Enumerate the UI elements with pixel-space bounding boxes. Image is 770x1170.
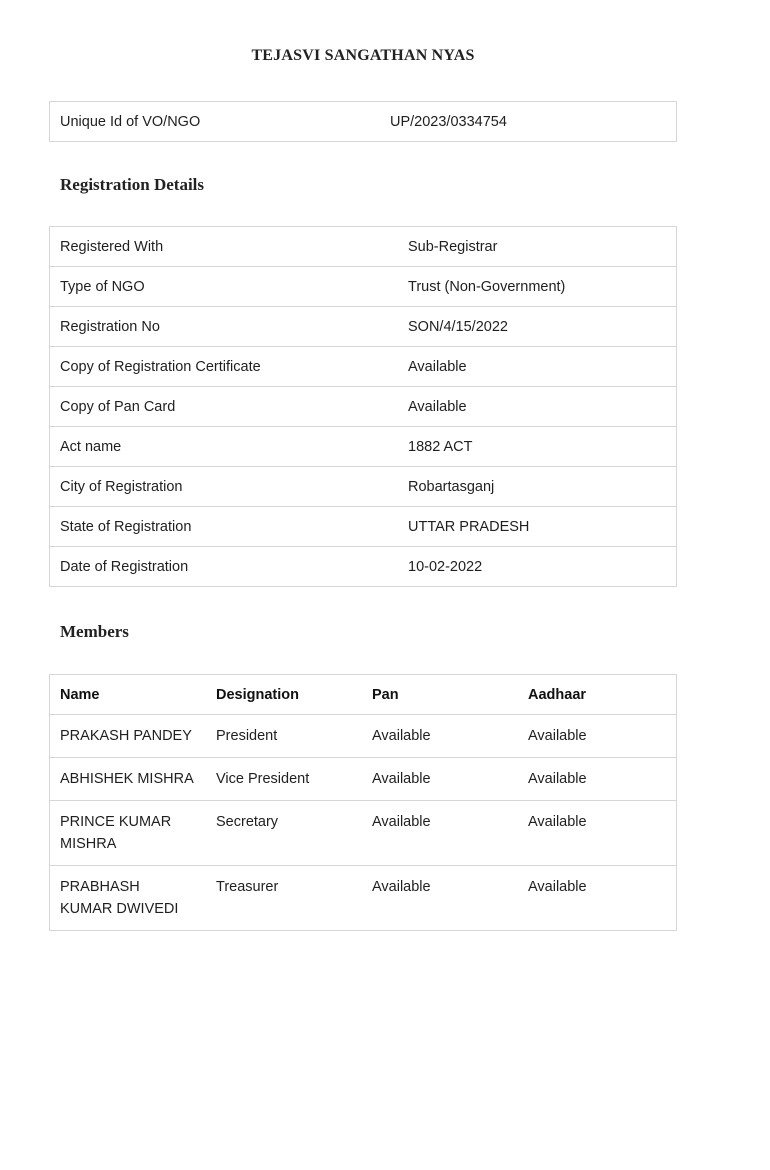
table-row bbox=[50, 866, 677, 931]
member-designation: Vice President bbox=[206, 758, 362, 801]
registration-label: Registration No bbox=[50, 307, 399, 347]
member-aadhaar: Available bbox=[518, 715, 677, 758]
registration-label: State of Registration bbox=[50, 507, 399, 547]
member-pan: Available bbox=[362, 801, 518, 866]
members-header-row bbox=[50, 675, 677, 715]
column-header-designation: Designation bbox=[206, 675, 362, 715]
member-pan: Available bbox=[362, 758, 518, 801]
registration-label: Type of NGO bbox=[50, 267, 399, 307]
document-title: TEJASVI SANGATHAN NYAS bbox=[251, 47, 475, 64]
column-header-aadhaar: Aadhaar bbox=[518, 675, 677, 715]
member-pan: Available bbox=[362, 715, 518, 758]
registration-value: Trust (Non-Government) bbox=[398, 267, 677, 307]
registration-table bbox=[49, 226, 677, 587]
members-table bbox=[49, 674, 677, 931]
table-row bbox=[50, 507, 677, 547]
member-designation: Treasurer bbox=[216, 879, 279, 895]
member-aadhaar: Available bbox=[528, 879, 587, 895]
table-row bbox=[50, 307, 677, 347]
table-row bbox=[50, 387, 677, 427]
member-designation: Secretary bbox=[206, 801, 362, 866]
registration-value: UTTAR PRADESH bbox=[398, 507, 677, 547]
registration-label: Date of Registration bbox=[60, 558, 189, 575]
unique-id-row bbox=[50, 102, 677, 142]
registration-value: 1882 ACT bbox=[398, 427, 677, 467]
table-row bbox=[50, 758, 677, 801]
member-designation: President bbox=[206, 715, 362, 758]
registration-label: Act name bbox=[50, 427, 399, 467]
column-header-name: Name bbox=[50, 675, 207, 715]
table-row bbox=[50, 347, 677, 387]
unique-id-table bbox=[49, 101, 677, 142]
member-name: ABHISHEK MISHRA bbox=[50, 758, 207, 801]
table-row bbox=[50, 801, 677, 866]
registration-value: Available bbox=[398, 347, 677, 387]
registration-value: Robartasganj bbox=[398, 467, 677, 507]
members-heading: Members bbox=[60, 622, 129, 641]
member-aadhaar: Available bbox=[518, 758, 677, 801]
member-name: PRABHASH KUMAR DWIVEDI bbox=[60, 879, 179, 917]
table-row bbox=[50, 467, 677, 507]
table-row bbox=[50, 227, 677, 267]
registration-label: Registered With bbox=[50, 227, 399, 267]
registration-value: Sub-Registrar bbox=[398, 227, 677, 267]
table-row bbox=[50, 715, 677, 758]
registration-value: Available bbox=[398, 387, 677, 427]
registration-label: City of Registration bbox=[50, 467, 399, 507]
column-header-pan: Pan bbox=[362, 675, 518, 715]
registration-value: SON/4/15/2022 bbox=[398, 307, 677, 347]
table-row bbox=[50, 547, 677, 587]
member-pan: Available bbox=[372, 879, 431, 895]
unique-id-label: Unique Id of VO/NGO bbox=[60, 113, 201, 130]
table-row bbox=[50, 267, 677, 307]
member-aadhaar: Available bbox=[518, 801, 677, 866]
member-name: PRAKASH PANDEY bbox=[50, 715, 207, 758]
registration-label: Copy of Registration Certificate bbox=[50, 347, 399, 387]
registration-value: 10-02-2022 bbox=[408, 558, 483, 575]
registration-label: Copy of Pan Card bbox=[50, 387, 399, 427]
member-name: PRINCE KUMAR MISHRA bbox=[50, 801, 207, 866]
unique-id-value: UP/2023/0334754 bbox=[390, 113, 507, 130]
registration-heading: Registration Details bbox=[60, 175, 205, 194]
table-row bbox=[50, 427, 677, 467]
